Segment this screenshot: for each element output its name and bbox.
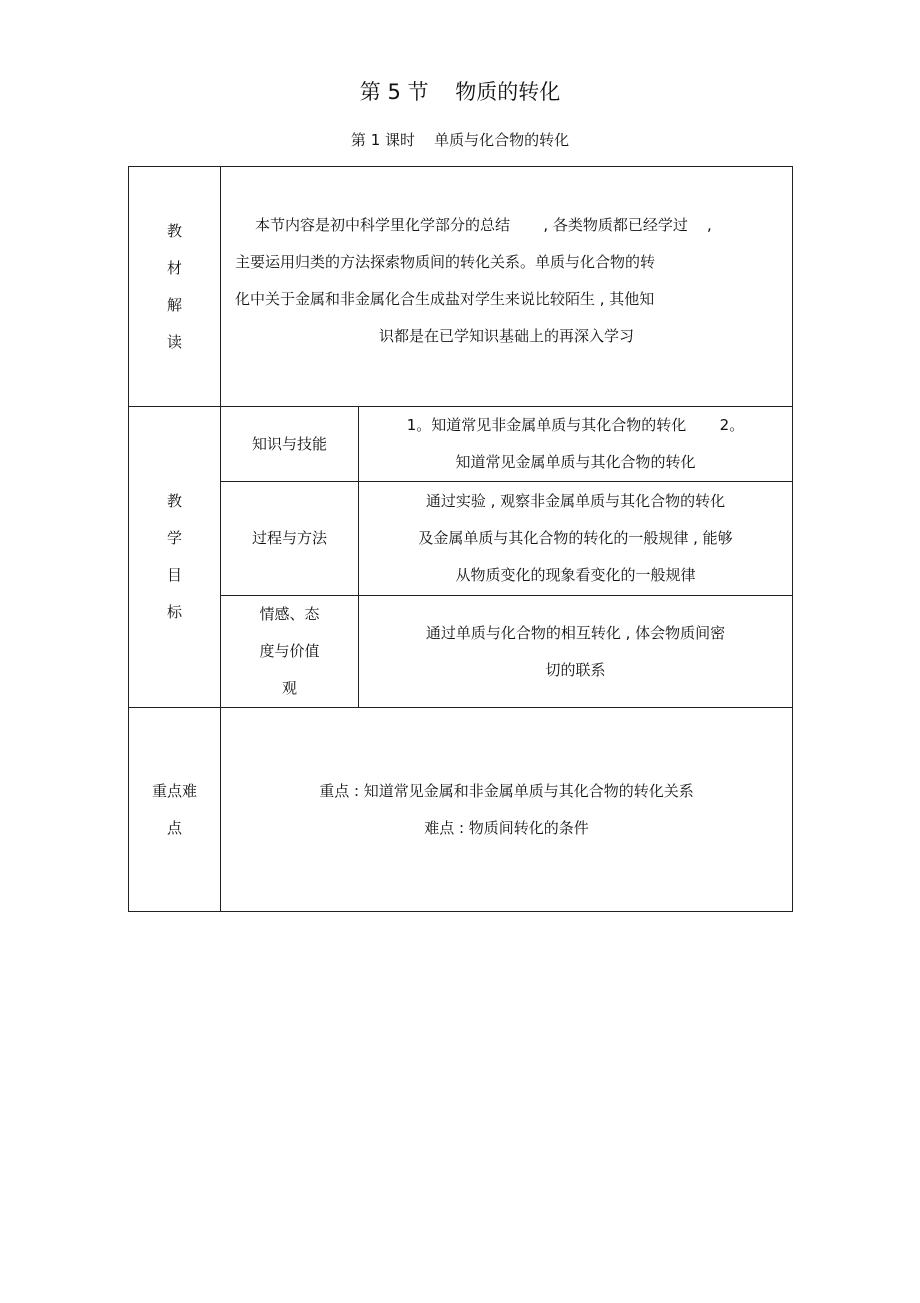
teaching-material-label: 教材解读 xyxy=(166,221,182,351)
teaching-material-content-cell xyxy=(221,167,793,407)
key-difficulties-label: 重点难点 xyxy=(151,781,197,837)
key-point-line: 重点 : 知道常见金属和非金属单质与其化合物的转化关系 xyxy=(319,781,694,800)
goal-line: 1。知道常见非金属单质与其化合物的转化 2。 xyxy=(406,416,745,434)
teaching-material-row xyxy=(129,167,793,407)
goal-line: 通过单质与化合物的相互转化 , 体会物质间密 xyxy=(425,623,726,642)
page-title: 第 5 节 物质的转化 xyxy=(359,80,561,104)
teaching-material-label-cell xyxy=(129,167,221,407)
goal-category-attitude: 情感、态度与价值观 xyxy=(259,605,320,697)
goal-line: 通过实验 , 观察非金属单质与其化合物的转化 xyxy=(425,492,726,510)
goal-line: 从物质变化的现象看变化的一般规律 xyxy=(455,566,696,584)
teaching-material-line: 主要运用归类的方法探索物质间的转化关系。单质与化合物的转 xyxy=(235,253,656,271)
key-difficulties-row xyxy=(129,708,793,912)
key-difficulties-label-cell xyxy=(129,708,221,912)
goal-line: 切的联系 xyxy=(545,660,606,679)
goal-category-cell xyxy=(221,596,359,708)
goal-category-cell xyxy=(221,407,359,482)
teaching-material-line: 本节内容是初中科学里化学部分的总结 , 各类物质都已经学过 , xyxy=(255,216,712,234)
goal-row-attitude xyxy=(129,596,793,708)
goal-content-cell xyxy=(359,482,793,596)
goal-row-knowledge xyxy=(129,407,793,482)
goal-category-process: 过程与方法 xyxy=(251,529,327,547)
teaching-goals-label-cell xyxy=(129,407,221,708)
teaching-material-line: 识都是在已学知识基础上的再深入学习 xyxy=(379,327,635,345)
teaching-material-text xyxy=(221,207,792,355)
lesson-subtitle: 第 1 课时 单质与化合物的转化 xyxy=(350,131,570,149)
goal-content-cell xyxy=(359,407,793,482)
teaching-material-line: 化中关于金属和非金属化合生成盐对学生来说比较陌生 , 其他知 xyxy=(235,290,655,308)
difficulty-line: 难点 : 物质间转化的条件 xyxy=(424,818,589,837)
goal-line: 知道常见金属单质与其化合物的转化 xyxy=(455,453,696,471)
teaching-goals-label: 教学目标 xyxy=(166,492,182,621)
goal-content-cell xyxy=(359,596,793,708)
goal-category-knowledge: 知识与技能 xyxy=(251,434,327,453)
key-difficulties-content-cell xyxy=(221,708,793,912)
lesson-plan-table xyxy=(128,166,793,912)
goal-category-cell xyxy=(221,482,359,596)
goal-line: 及金属单质与其化合物的转化的一般规律 , 能够 xyxy=(418,529,733,547)
goal-row-process xyxy=(129,482,793,596)
